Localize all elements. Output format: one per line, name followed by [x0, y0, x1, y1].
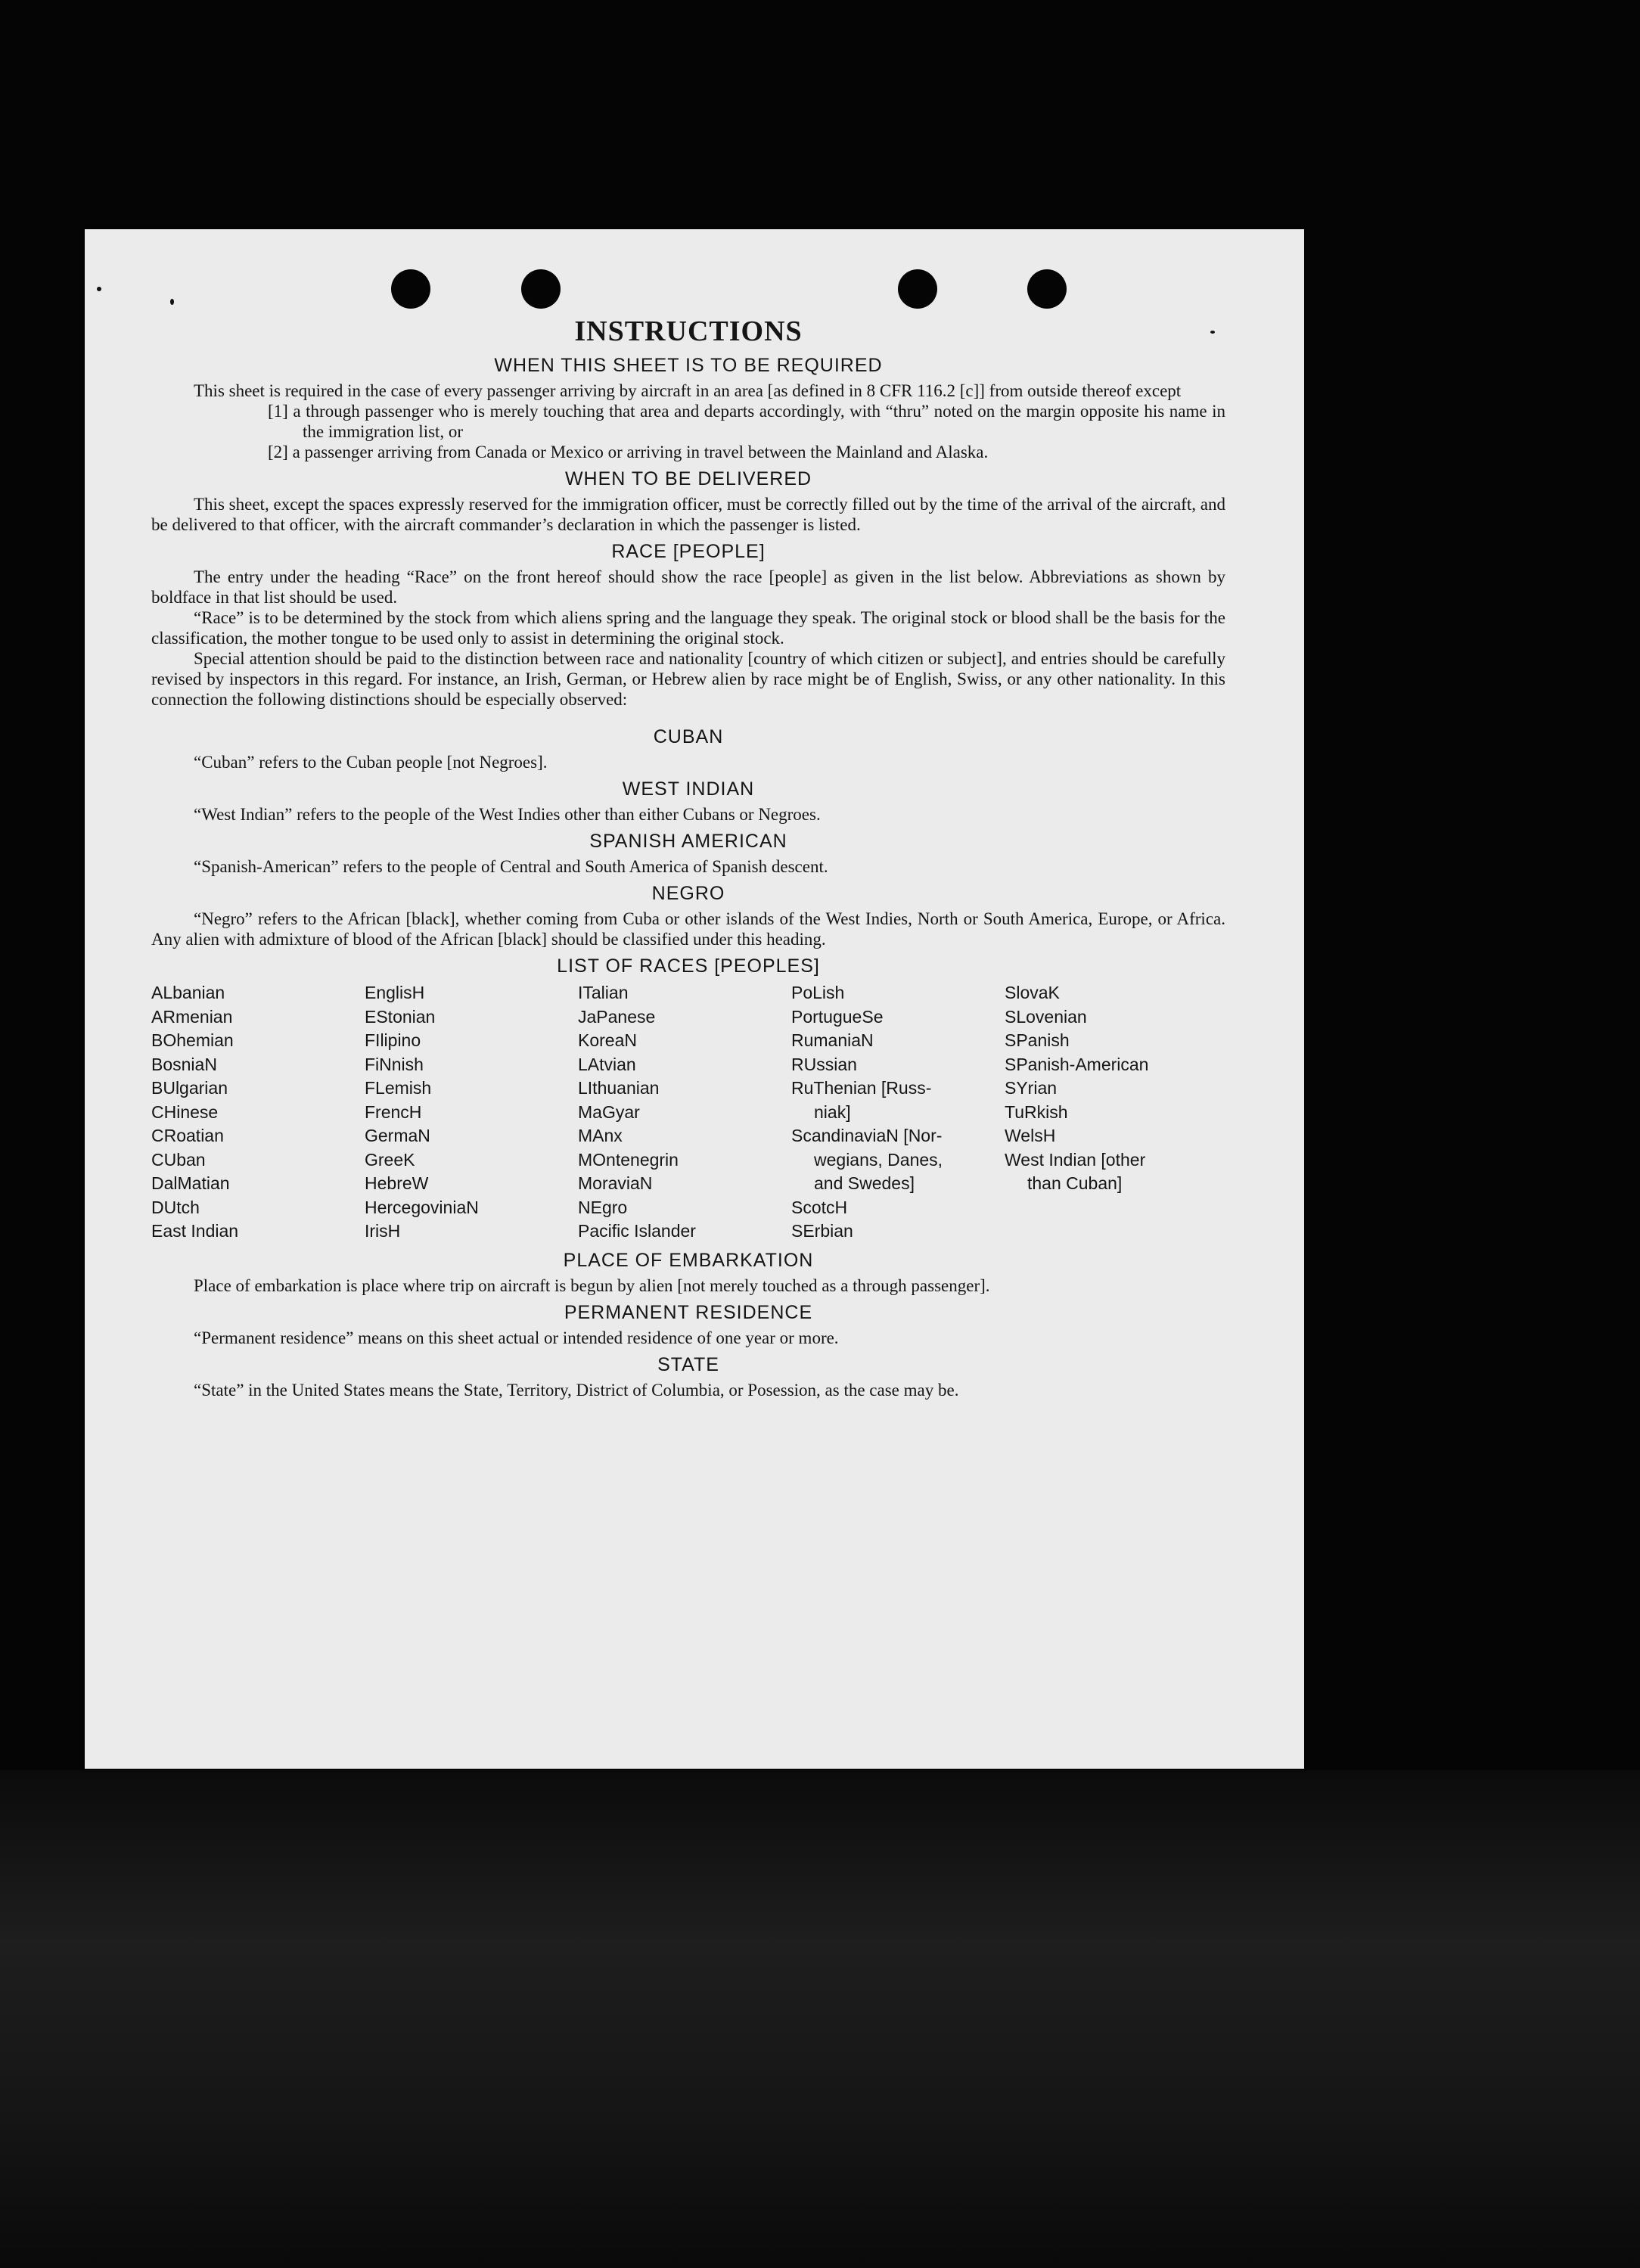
race-column-3	[578, 981, 791, 1244]
race-entry: East Indian	[151, 1221, 239, 1241]
race-entry: RuThenian [Russ-	[791, 1078, 932, 1098]
race-entry: NEgro	[578, 1197, 628, 1217]
race-entry: Pacific Islander	[578, 1221, 696, 1241]
race-entry: FIlipino	[365, 1030, 421, 1050]
scan-speck	[97, 287, 101, 291]
race-entry: PoLish	[791, 983, 845, 1002]
punch-hole	[898, 269, 937, 309]
race-entry: West Indian [other	[1005, 1149, 1146, 1170]
race-entry: BUlgarian	[151, 1078, 228, 1098]
race-entry-continuation: niak]	[814, 1101, 851, 1122]
race-entry: MOntenegrin	[578, 1149, 679, 1170]
race-entry-continuation: than Cuban]	[1027, 1173, 1123, 1193]
race-entry: RumaniaN	[791, 1030, 874, 1050]
race-entry: LIthuanian	[578, 1078, 660, 1098]
race-entry: SPanish	[1005, 1030, 1070, 1050]
race-entry: LAtvian	[578, 1054, 636, 1074]
race-entry: TuRkish	[1005, 1101, 1068, 1122]
punch-hole	[391, 269, 430, 309]
race-paragraph-2: “Race” is to be determined by the stock from which aliens spring and the language they speak. The original stock or blood shall be the basis for the classification, the mother tongue to be used only to assist in determining the original stock.	[151, 608, 1225, 648]
section-heading-residence: PERMANENT RESIDENCE	[564, 1301, 813, 1323]
required-item-2: [2] a passenger arriving from Canada or Mexico or arriving in travel between the Mainland and Alaska.	[268, 443, 989, 461]
race-entry: SlovaK	[1005, 983, 1060, 1002]
race-entry: IrisH	[365, 1221, 401, 1241]
section-heading-cuban: CUBAN	[653, 726, 724, 747]
cuban-text: “Cuban” refers to the Cuban people [not Negroes].	[194, 753, 548, 772]
race-paragraph-3: Special attention should be paid to the distinction between race and nationality [country of which citizen or subject], and entries should be carefully revised by inspectors in this regard. For instance, an Irish, German, or Hebrew alien by race might be of English, Swiss, or any other nationality. In this connection the following distinctions should be especially observed:	[151, 649, 1225, 709]
race-entry-continuation: wegians, Danes,	[814, 1149, 943, 1170]
race-entry: JaPanese	[578, 1006, 656, 1027]
race-entry: ITalian	[578, 983, 629, 1002]
race-entry: RUssian	[791, 1054, 857, 1074]
punch-hole	[521, 269, 561, 309]
embarkation-text: Place of embarkation is place where trip on aircraft is begun by alien [not merely touched as a through passenger].	[194, 1275, 990, 1295]
race-entry: EnglisH	[365, 983, 425, 1002]
section-heading-spanish-american: SPANISH AMERICAN	[589, 831, 787, 852]
race-entry: ScotcH	[791, 1197, 848, 1217]
race-column-2	[365, 981, 578, 1244]
section-heading-delivered: WHEN TO BE DELIVERED	[564, 468, 812, 489]
race-column-1	[151, 981, 365, 1244]
residence-text: “Permanent residence” means on this sheet actual or intended residence of one year or more.	[194, 1328, 839, 1347]
race-entry: FrencH	[365, 1101, 422, 1122]
spanish-american-text: “Spanish-American” refers to the people of Central and South America of Spanish descent.	[194, 857, 828, 876]
document-sheet	[85, 229, 1304, 1769]
race-entry: FiNnish	[365, 1054, 424, 1074]
race-column-4	[791, 981, 1005, 1244]
race-entry: BOhemian	[151, 1030, 234, 1050]
race-entry: DalMatian	[151, 1173, 230, 1193]
section-heading-embarkation: PLACE OF EMBARKATION	[563, 1249, 814, 1271]
race-entry: CRoatian	[151, 1126, 224, 1145]
race-entry: CHinese	[151, 1101, 219, 1122]
race-entry: MoraviaN	[578, 1173, 653, 1193]
race-paragraph-1: The entry under the heading “Race” on the front hereof should show the race [people] as given in the list below. Abbreviations as shown by boldface in that list should be used.	[151, 567, 1225, 607]
race-entry: MaGyar	[578, 1101, 640, 1122]
west-indian-text: “West Indian” refers to the people of the West Indies other than either Cubans or Negroes.	[194, 805, 821, 824]
race-entry: HebreW	[365, 1173, 429, 1193]
document-body	[151, 314, 1225, 1400]
race-entry: GermaN	[365, 1126, 430, 1145]
required-intro: This sheet is required in the case of every passenger arriving by aircraft in an area [as defined in 8 CFR 116.2 [c]] from outside thereof except	[194, 381, 1182, 400]
scan-speck	[170, 299, 174, 305]
race-entry: SYrian	[1005, 1078, 1058, 1098]
race-entry: SPanish-American	[1005, 1054, 1149, 1074]
race-entry: HercegoviniaN	[365, 1197, 479, 1217]
section-heading-required: WHEN THIS SHEET IS TO BE REQUIRED	[494, 355, 883, 376]
section-heading-race: RACE [PEOPLE]	[611, 541, 766, 562]
race-entry: SLovenian	[1005, 1006, 1087, 1027]
section-heading-state: STATE	[657, 1353, 719, 1375]
scanner-background	[0, 1770, 1640, 2268]
race-entry: SErbian	[791, 1221, 853, 1241]
delivered-text: This sheet, except the spaces expressly reserved for the immigration officer, must be correctly filled out by the time of the arrival of the aircraft, and be delivered to that officer, with the aircraft commander’s declaration in which the passenger is listed.	[151, 495, 1225, 534]
race-entry: EStonian	[365, 1006, 436, 1027]
race-entry: GreeK	[365, 1149, 415, 1170]
section-heading-list-of-races: LIST OF RACES [PEOPLES]	[557, 955, 820, 977]
race-entry-continuation: and Swedes]	[814, 1173, 915, 1193]
race-entry: MAnx	[578, 1126, 623, 1145]
race-entry: DUtch	[151, 1197, 200, 1217]
race-entry: ARmenian	[151, 1006, 233, 1027]
state-text: “State” in the United States means the State, Territory, District of Columbia, or Posession, as the case may be.	[194, 1380, 959, 1400]
race-entry: CUban	[151, 1149, 206, 1170]
race-entry: PortugueSe	[791, 1006, 884, 1027]
negro-text: “Negro” refers to the African [black], whether coming from Cuba or other islands of the West Indies, North or South America, Europe, or Africa. Any alien with admixture of blood of the African [black] should be classified under this heading.	[151, 909, 1225, 949]
race-entry: FLemish	[365, 1078, 432, 1098]
punch-hole	[1027, 269, 1067, 309]
race-entry: BosniaN	[151, 1054, 217, 1074]
race-entry: ScandinaviaN [Nor-	[791, 1126, 943, 1145]
required-item-1: [1] a through passenger who is merely touching that area and departs accordingly, with “thru” noted on the margin opposite his name in the immigration list, or	[268, 402, 1225, 441]
race-entry: KoreaN	[578, 1030, 637, 1050]
race-entry: WelsH	[1005, 1126, 1056, 1145]
race-column-5	[1005, 981, 1225, 1244]
race-entry: ALbanian	[151, 983, 225, 1002]
section-heading-west-indian: WEST INDIAN	[622, 778, 755, 800]
section-heading-negro: NEGRO	[651, 883, 725, 904]
race-list	[151, 981, 1225, 1244]
page-title: INSTRUCTIONS	[574, 315, 803, 347]
